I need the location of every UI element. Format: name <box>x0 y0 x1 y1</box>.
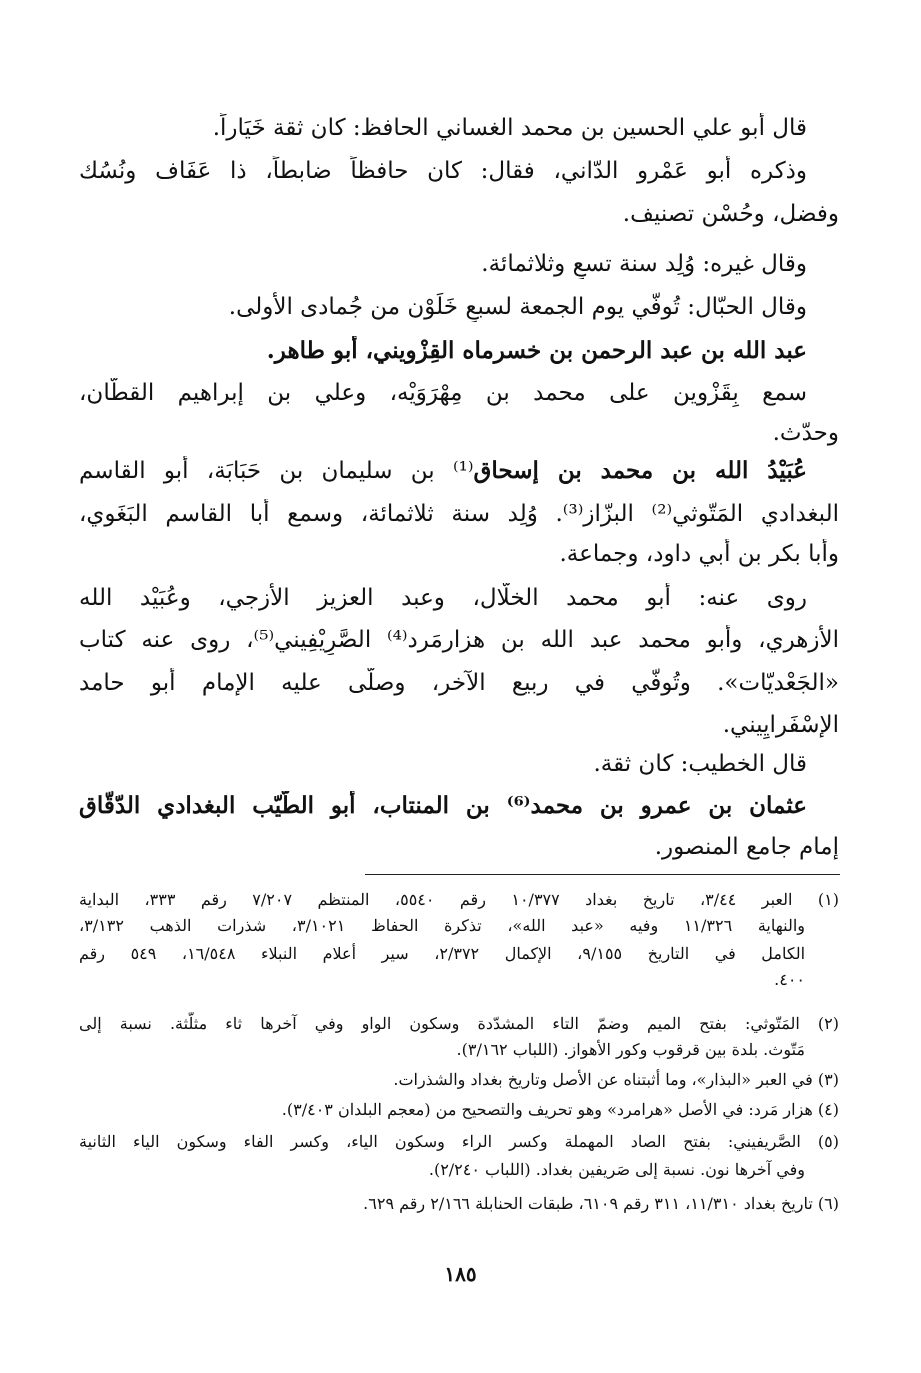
body-line: الإسْفَرايِيني. <box>722 712 839 738</box>
body-line: قال الخطيب: كان ثقة. <box>593 751 807 777</box>
footnote-line: والنهاية ١١/٣٢٦ وفيه «عبد الله»، تذكرة الحفاظ ٣/١٠٢١، شذرات الذهب ٣/١٣٢، <box>79 916 805 935</box>
footnote-line: (٦) تاريخ بغداد ١١/٣١٠، ٣١١ رقم ٦١٠٩، طبقات الحنابلة ٢/١٦٦ رقم ٦٢٩. <box>363 1194 839 1213</box>
body-line: «الجَعْديّات». وتُوفّي في ربيع الآخر، وصلّى عليه الإمام أبو حامد <box>79 670 839 696</box>
body-line: الأزهري، وأبو محمد عبد الله بن هزارمَرد⁽⁴⁾ الصَّرِيْفِيني⁽⁵⁾، روى عنه كتاب <box>79 627 839 653</box>
body-line: سمع بِقَزْوين على محمد بن مِهْرَوَيْه، وعلي بن إبراهيم القطّان، <box>79 380 807 406</box>
body-line: وذكره أبو عَمْرو الدّاني، فقال: كان حافظاً ضابطاً، ذا عَفَاف ونُسُك <box>79 158 807 184</box>
footnote-line: (٢) المَتّوثي: بفتح الميم وضمّ التاء المشدّدة وسكون الواو وفي آخرها ثاء مثلّثة. نسبة إلى <box>79 1014 839 1033</box>
page-number: ١٨٥ <box>444 1262 477 1286</box>
body-line: وأبا بكر بن أبي داود، وجماعة. <box>559 541 839 567</box>
body-line: وقال الحبّال: تُوفّي يوم الجمعة لسبعٍ خَلَوْن من جُمادى الأولى. <box>228 294 807 320</box>
footnote-line: (٥) الصَّريفيني: بفتح الصاد المهملة وكسر الراء وسكون الياء، وكسر الفاء وسكون الياء الثانية <box>79 1132 839 1151</box>
footnote-line: (٤) هزار مَرد: في الأصل «هرامرد» وهو تحريف والتصحيح من (معجم البلدان ٣/٤٠٣). <box>281 1100 839 1119</box>
body-line: إمام جامع المنصور. <box>654 834 839 860</box>
entry-heading: عبد الله بن عبد الرحمن بن خسرماه القِزْويني، أبو طاهر. <box>266 337 807 364</box>
footnote-line: مَتّوث. بلدة بين قرقوب وكور الأهواز. (اللباب ٣/١٦٢). <box>456 1040 805 1059</box>
body-line: قال أبو علي الحسين بن محمد الغساني الحافظ: كان ثقة خَيَاراً. <box>212 115 807 141</box>
footnote-line: الكامل في التاريخ ٩/١٥٥، الإكمال ٢/٣٧٢، سير أعلام النبلاء ١٦/٥٤٨، ٥٤٩ رقم <box>79 944 806 963</box>
entry-heading <box>79 456 839 486</box>
entry-name-rest: ⁽¹⁾ بن سليمان بن حَبَابَة، أبو القاسم <box>79 458 474 484</box>
footnote-line: (١) العبر ٣/٤٤، تاريخ بغداد ١٠/٣٧٧ رقم ٥٥٤٠، المنتظم ٧/٢٠٧ رقم ٣٣٣، البداية <box>79 890 839 909</box>
entry-name-bold: عُبَيْدُ الله بن محمد بن إسحاق <box>473 457 807 484</box>
body-line: روى عنه: أبو محمد الخلّال، وعبد العزيز الأزجي، وعُبَيْد الله <box>79 585 807 611</box>
body-line: وقال غيره: وُلِد سنة تسعٍ وثلاثمائة. <box>481 251 807 277</box>
body-line: البغدادي المَتّوثي⁽²⁾ البزّاز⁽³⁾. وُلِد سنة ثلاثمائة، وسمع أبا القاسم البَغَوي، <box>79 501 839 527</box>
footnote-line: وفي آخرها نون. نسبة إلى صَريفين بغداد. (اللباب ٢/٢٤٠). <box>428 1160 805 1179</box>
footnote-line: (٣) في العبر «البذار»، وما أثبتناه عن الأصل وتاريخ بغداد والشذرات. <box>393 1070 839 1089</box>
entry-heading-text <box>79 458 807 484</box>
footnote-line: ٤٠٠. <box>774 970 805 989</box>
body-line: وحدّث. <box>772 420 839 446</box>
footnote-separator <box>365 874 840 875</box>
entry-heading: عثمان بن عمرو بن محمد⁽⁶⁾ بن المنتاب، أبو الطّيّب البغدادي الدّقّاق <box>79 792 807 819</box>
body-line: وفضل، وحُسْن تصنيف. <box>622 201 839 227</box>
